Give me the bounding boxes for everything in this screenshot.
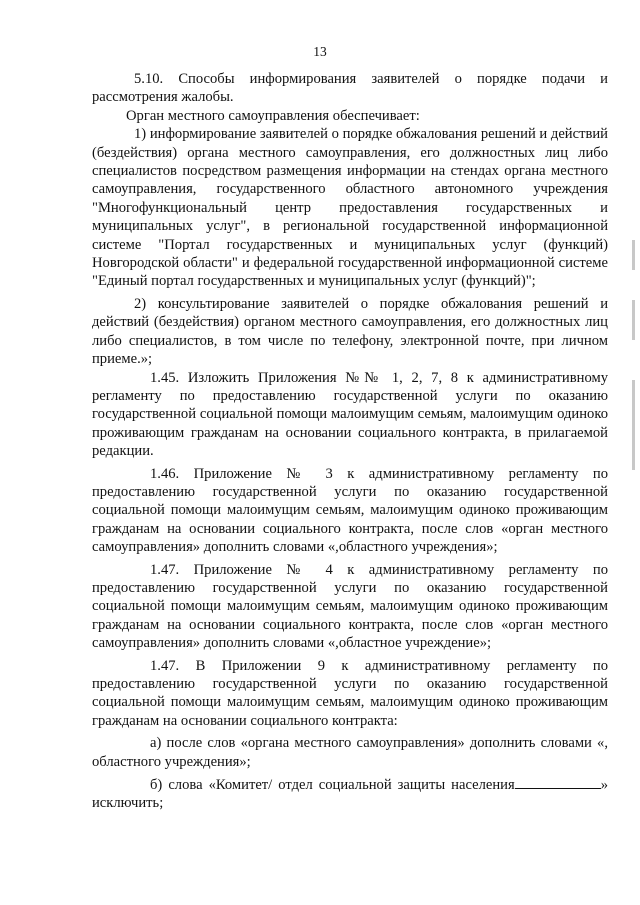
paragraph-item-2: 2) консультирование заявителей о порядке обжалования решений и действий (бездействия) органом местного самоуправления, его должностных лиц либо специалистов, в том числе по телефону, электронной почте, при личном приеме.»; [92,295,608,368]
page-number: 13 [313,44,327,59]
sub-b-end: » исключить; [92,777,608,812]
paragraph-sub-b [92,775,608,813]
paragraph-5-10: 5.10. Способы информирования заявителей о порядке подачи и рассмотрения жалобы. [92,71,608,106]
paragraph-1-47-a: 1.47. Приложение № 4 к административному регламенту по предоставлению государственной услуги по оказанию государственной социальной помощи малоимущим семьям, малоимущим одиноко проживающим гражданам на основании социального контракта, после слов «орган местного самоуправления» дополнить словами «,областное учреждение»; [92,561,608,652]
paragraph-1-45: 1.45. Изложить Приложения №№ 1, 2, 7, 8 к административному регламенту по предоставлению государственной услуги по оказанию государственной социальной помощи малоимущим семьям, малоимущим одиноко проживающим гражданам на основании социального контракта, в прилагаемой редакции. [92,369,608,460]
fill-blank-line [515,775,601,789]
paragraph-organ: Орган местного самоуправления обеспечивает: [126,107,420,124]
scan-margin-mark [632,380,635,470]
paragraph-sub-a: а) после слов «органа местного самоуправления» дополнить словами «, областного учреждения»; [92,735,608,770]
scan-margin-mark [632,300,635,340]
scan-margin-mark [632,240,635,270]
document-body [92,70,608,813]
paragraph-1-46: 1.46. Приложение № 3 к административному регламенту по предоставлению государственной услуги по оказанию государственной социальной помощи малоимущим семьям, малоимущим одиноко проживающим гражданам на основании социального контракта, после слов «орган местного самоуправления» дополнить словами «,областного учреждения»; [92,465,608,556]
paragraph-1-47-b: 1.47. В Приложении 9 к административному регламенту по предоставлению государственной услуги по оказанию государственной социальной помощи малоимущим семьям, малоимущим одиноко проживающим гражданам на основании социального контракта: [92,657,608,729]
sub-b-text: б) слова «Комитет/ отдел социальной защиты населения [150,777,515,794]
paragraph-item-1: 1) информирование заявителей о порядке обжалования решений и действий (бездействия) органа местного самоуправления, его должностных лиц либо специалистов посредством размещения информации на стендах органа местного самоуправления, государственного областного автономного учреждения "Многофункциональный центр предоставления государственных и муниципальных услуг", в региональной государственной информационной системе "Портал государственных и муниципальных услуг (функций) Новгородской области" и федеральной государственной информационной системе "Единый портал государственных и муниципальных услуг (функций)"; [92,126,608,290]
